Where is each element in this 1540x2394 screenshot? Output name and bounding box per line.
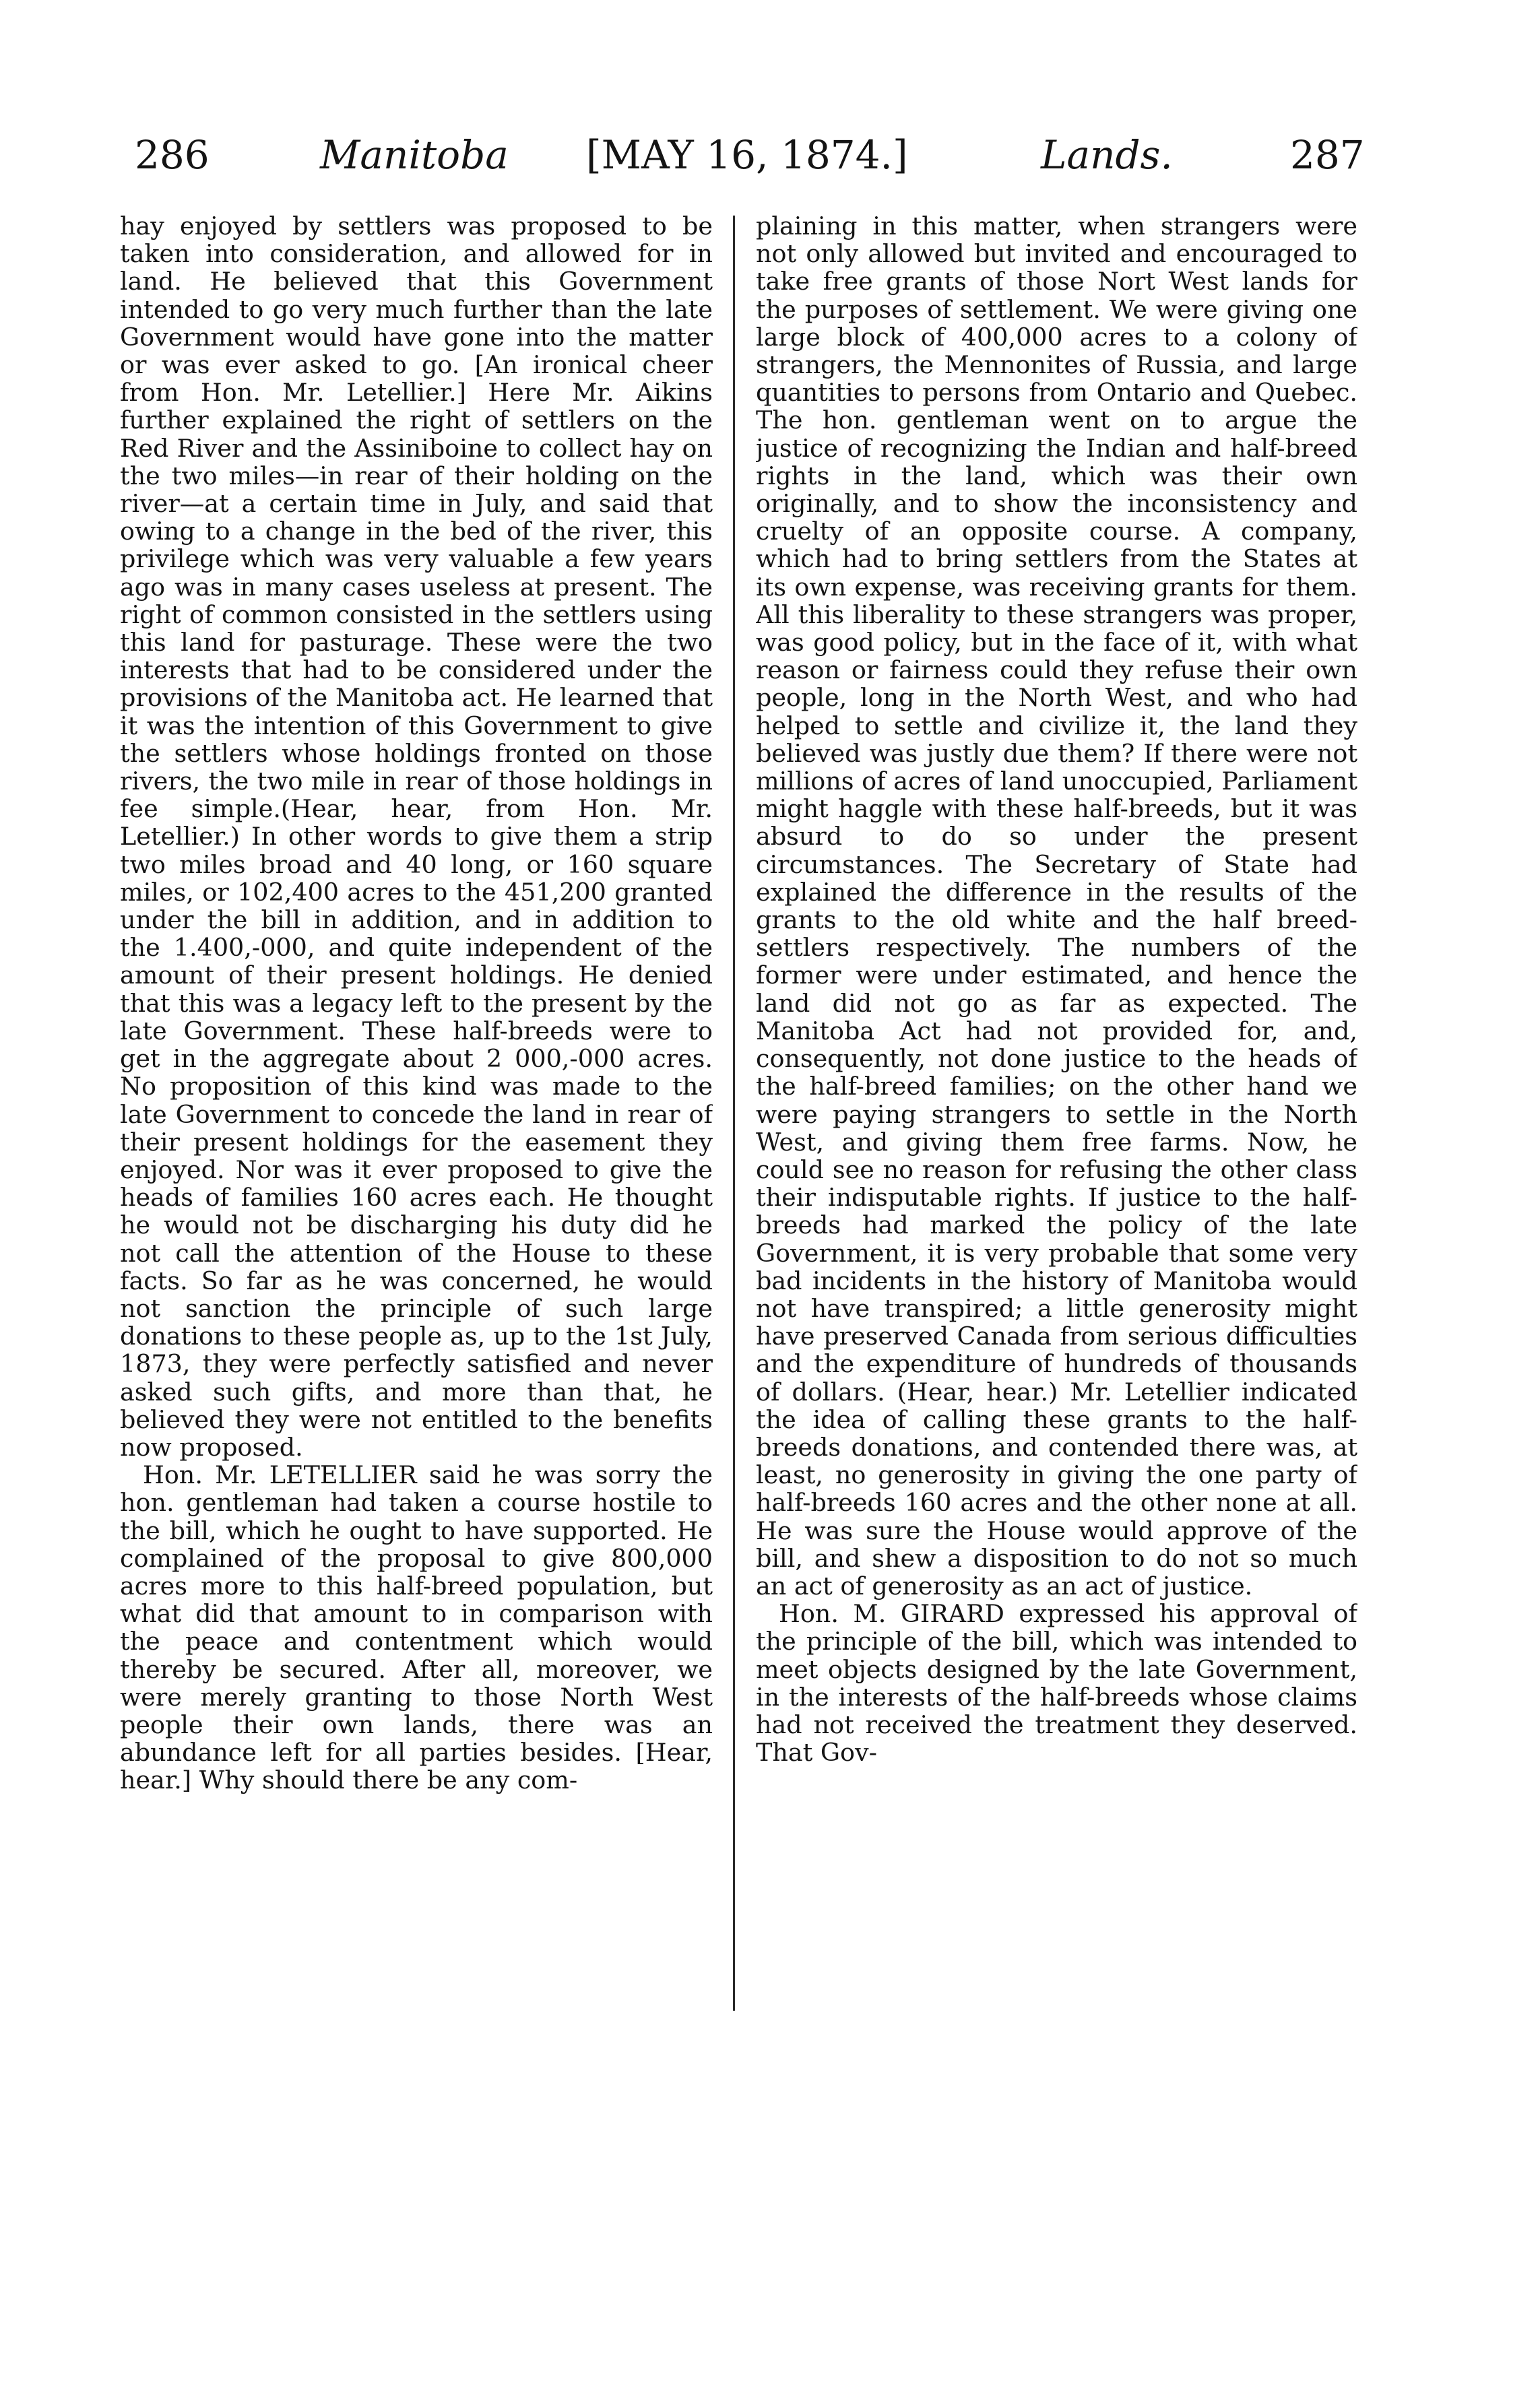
left-paragraph-1: hay enjoyed by settlers was proposed to be taken into consideration, and allowed for in land. He believed that this Government intended to go very much further than the late Government would have gone into the matter or was ever asked to go. [An ironical cheer from Hon. Mr. Letellier.] Here Mr. Aikins further explained the right of settlers on the Red River and the Assiniboine to collect hay on the two miles—in rear of their holding on the river—at a certain time in July, and said that owing to a change in the bed of the river, this privilege which was very valuable a few years ago was in many cases useless at present. The right of common consisted in the settlers using this land for pasturage. These were the two interests that had to be considered under the provisions of the Manitoba act. He learned that it was the intention of this Government to give the settlers whose holdings fronted on those rivers, the two mile in rear of those holdings in fee simple.(Hear, hear, from Hon. Mr. Letellier.) In other words to give them a strip two miles broad and 40 long, or 160 square miles, or 102,400 acres to the 451,200 granted under the bill in addition, and in addition to the 1.400,-000, and quite independent of the amount of their present holdings. He denied that this was a legacy left to the present by the late Government. These half-breeds were to get in the aggregate about 2 000,-000 acres. No proposition of this kind was made to the late Government to concede the land in rear of their present holdings for the easement they enjoyed. Nor was it ever proposed to give the heads of families 160 acres each. He thought he would not be discharging his duty did he not call the attention of the House to these facts. So far as he was concerned, he would not sanction the principle of such large donations to these people as, up to the 1st July, 1873, they were perfectly satisfied and never asked such gifts, and more than that, he believed they were not entitled to the benefits now proposed. [120, 212, 713, 1462]
left-column [120, 212, 713, 2273]
running-section: Lands. [1041, 132, 1173, 178]
right-page-number: 287 [1290, 132, 1365, 178]
right-paragraph-2: Hon. M. GIRARD expressed his approval of the principle of the bill, which was intended to meet objects designed by the late Government, in the interests of the half-breeds whose claims had not received the treatment they deserved. That Gov- [756, 1599, 1357, 1768]
running-date: [MAY 16, 1874.] [586, 132, 908, 178]
column-divider [733, 216, 735, 2011]
left-page-number: 286 [135, 132, 210, 178]
page-header [0, 128, 1540, 202]
right-column [756, 212, 1357, 2273]
running-title: Manitoba [320, 132, 509, 178]
right-paragraph-1: plaining in this matter, when strangers were not only allowed but invited and encouraged to take free grants of those Nort West lands for the purposes of settlement. We were giving one large block of 400,000 acres to a colony of strangers, the Mennonites of Russia, and large quantities to persons from Ontario and Quebec. The hon. gentleman went on to argue the justice of recognizing the Indian and half-breed rights in the land, which was their own originally, and to show the inconsistency and cruelty of an opposite course. A company, which had to bring settlers from the States at its own expense, was receiving grants for them. All this liberality to these strangers was proper, was good policy, but in the face of it, with what reason or fairness could they refuse their own people, long in the North West, and who had helped to settle and civilize it, the land they believed was justly due them? If there were not millions of acres of land unoccupied, Parliament might haggle with these half-breeds, but it was absurd to do so under the present circumstances. The Secretary of State had explained the difference in the results of the grants to the old white and the half breed-settlers respectively. The numbers of the former were under estimated, and hence the land did not go as far as expected. The Manitoba Act had not provided for, and, consequently, not done justice to the heads of the half-breed families; on the other hand we were paying strangers to settle in the North West, and giving them free farms. Now, he could see no reason for refusing the other class their indisputable rights. If justice to the half-breeds had marked the policy of the late Government, it is very probable that some very bad incidents in the history of Manitoba would not have transpired; a little generosity might have preserved Canada from serious difficulties and the expenditure of hundreds of thousands of dollars. (Hear, hear.) Mr. Letellier indicated the idea of calling these grants to the half-breeds donations, and contended there was, at least, no generosity in giving the one party of half-breeds 160 acres and the other none at all. He was sure the House would approve of the bill, and shew a disposition to do not so much an act of generosity as an act of justice. [756, 212, 1357, 1600]
left-paragraph-2: Hon. Mr. LETELLIER said he was sorry the hon. gentleman had taken a course hostile to the bill, which he ought to have supported. He complained of the proposal to give 800,000 acres more to this half-breed population, but what did that amount to in comparison with the peace and contentment which would thereby be secured. After all, moreover, we were merely granting to those North West people their own lands, there was an abundance left for all parties besides. [Hear, hear.] Why should there be any com- [120, 1460, 713, 1795]
